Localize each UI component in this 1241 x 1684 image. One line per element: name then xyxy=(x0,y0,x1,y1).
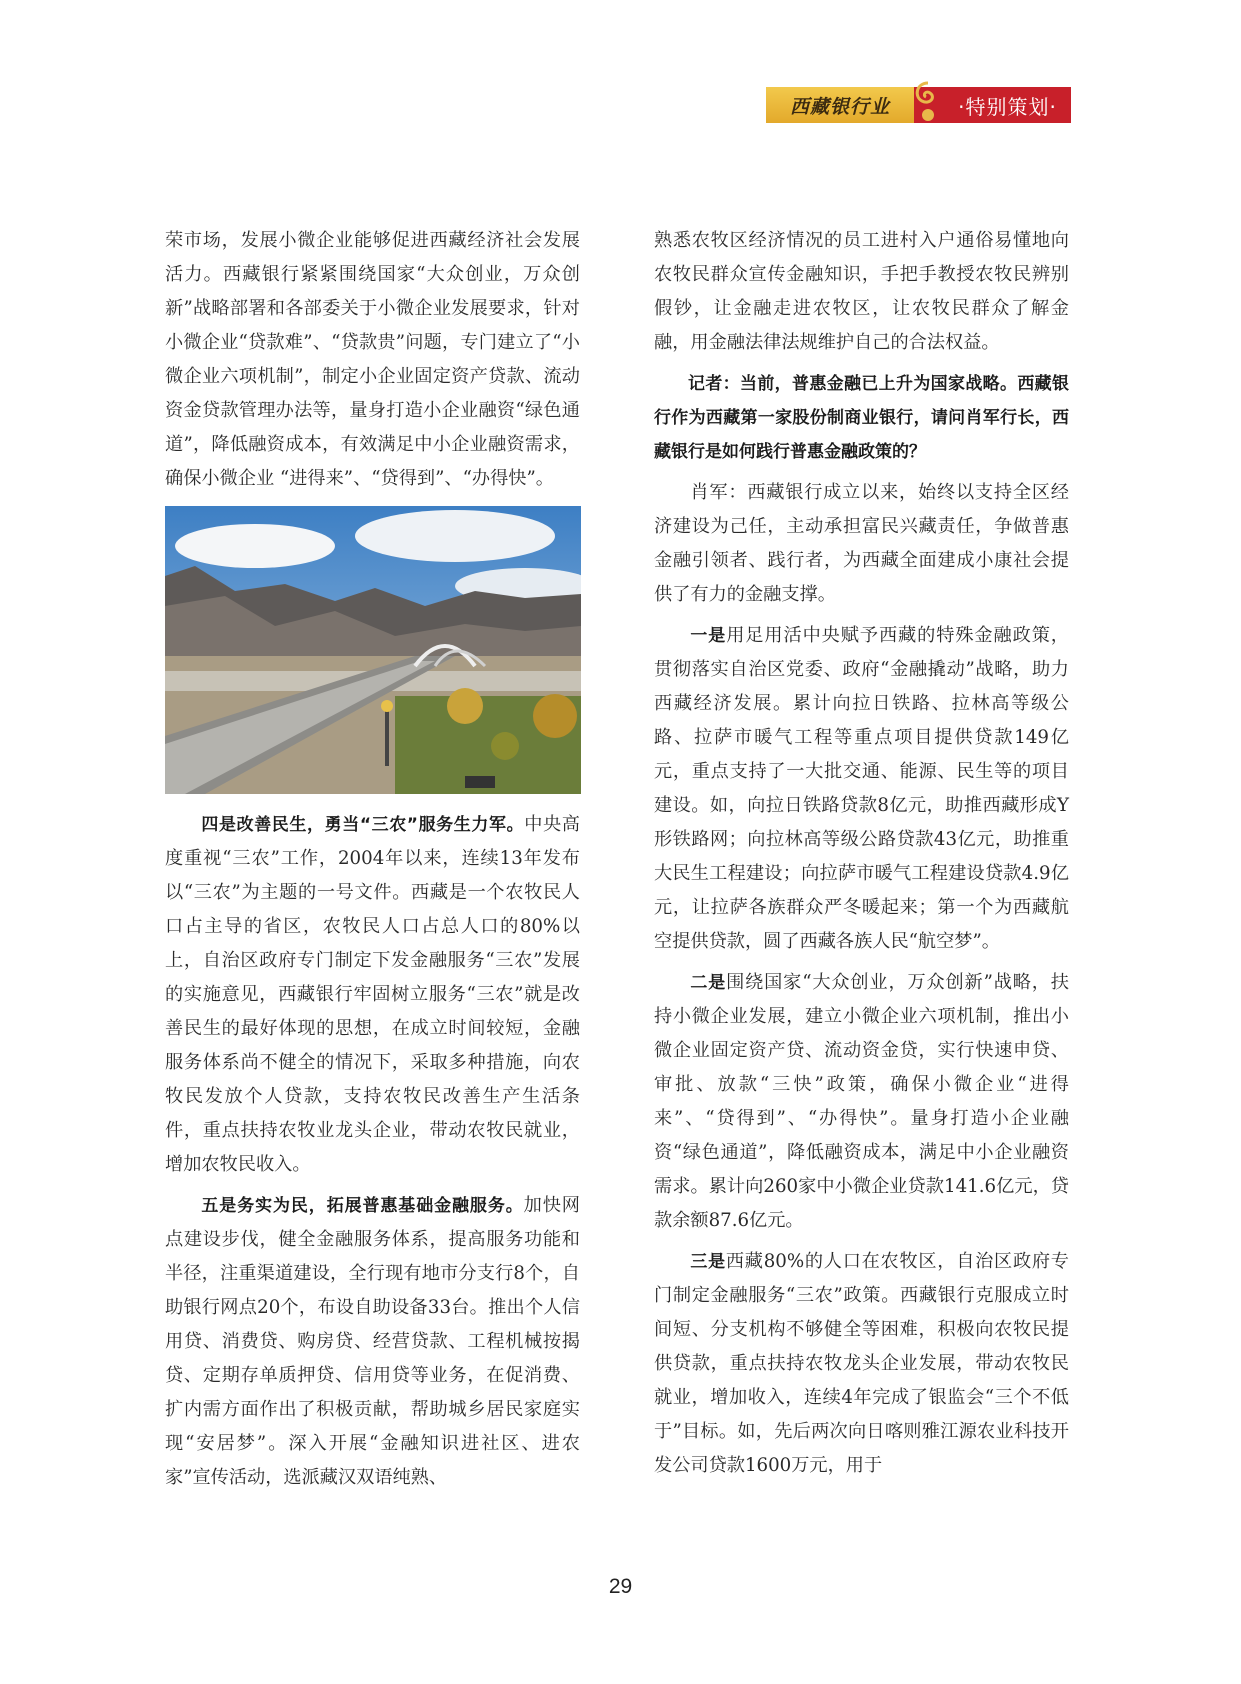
section-label: ·特别策划· xyxy=(944,87,1071,123)
paragraph xyxy=(165,808,580,1182)
right-column xyxy=(654,224,1069,1490)
paragraph: 熟悉农牧区经济情况的员工进村入户通俗易懂地向农牧民群众宣传金融知识，手把手教授农牧民辨别假钞，让金融走进农牧区，让农牧民群众了解金融，用金融法律法规维护自己的合法权益。 xyxy=(654,230,1069,353)
paragraph xyxy=(654,619,1069,959)
paragraph-body: 加快网点建设步伐，健全金融服务体系，提高服务功能和半径，注重渠道建设，全行现有地市分支行8个，自助银行网点20个，布设自助设备33台。推出个人信用贷、消费贷、购房贷、经营贷款、工程机械按揭贷、定期存单质押贷、信用贷等业务，在促消费、扩内需方面作出了积极贡献，帮助城乡居民家庭实现“安居梦”。深入开展“金融知识进社区、进农家”宣传活动，选派藏汉双语纯熟、 xyxy=(165,1195,580,1488)
left-column xyxy=(165,224,580,1502)
paragraph-body: 中央高度重视“三农”工作，2004年以来，连续13年发布以“三农”为主题的一号文件。西藏是一个农牧民人口占主导的省区，农牧民人口占总人口的80%以上，自治区政府专门制定下发金融服务“三农”发展的实施意见，西藏银行牢固树立服务“三农”就是改善民生的最好体现的思想，在成立时间较短，金融服务体系尚不健全的情况下，采取多种措施，向农牧民发放个人贷款，支持农牧民改善生产生活条件，重点扶持农牧业龙头企业，带动农牧民就业，增加农牧民收入。 xyxy=(165,814,580,1175)
paragraph-lead: 五是务实为民，拓展普惠基础金融服务。 xyxy=(201,1196,524,1216)
paragraph xyxy=(654,1245,1069,1483)
paragraph xyxy=(654,966,1069,1238)
lhasa-bridge-photo xyxy=(165,506,581,794)
magazine-logo: 西藏银行业 xyxy=(766,87,914,123)
page-number: 29 xyxy=(608,1575,633,1598)
interview-question: 记者：当前，普惠金融已上升为国家战略。西藏银行作为西藏第一家股份制商业银行，请问肖军行长，西藏银行是如何践行普惠金融政策的？ xyxy=(654,374,1069,462)
swirl-ornament-icon xyxy=(914,87,944,123)
paragraph: 荣市场，发展小微企业能够促进西藏经济社会发展活力。西藏银行紧紧围绕国家“大众创业，万众创新”战略部署和各部委关于小微企业发展要求，针对小微企业“贷款难”、“贷款贵”问题，专门建立了“小微企业六项机制”，制定小企业固定资产贷款、流动资金贷款管理办法等，量身打造小企业融资“绿色通道”，降低融资成本，有效满足中小企业融资需求，确保小微企业 “进得来”、“贷得到”、“办得快”。 xyxy=(165,230,580,489)
paragraph-lead: 四是改善民生，勇当“三农”服务生力军。 xyxy=(201,815,525,835)
interview-answer: 肖军：西藏银行成立以来，始终以支持全区经济建设为己任，主动承担富民兴藏责任，争做普惠金融引领者、践行者，为西藏全面建成小康社会提供了有力的金融支撑。 xyxy=(654,482,1069,605)
paragraph-lead: 一是 xyxy=(690,626,727,646)
paragraph-lead: 二是 xyxy=(690,973,727,993)
paragraph xyxy=(165,1189,580,1495)
section-banner xyxy=(766,87,1071,123)
paragraph-body: 围绕国家“大众创业，万众创新”战略，扶持小微企业发展，建立小微企业六项机制，推出小微企业固定资产贷、流动资金贷，实行快速申贷、审批、放款“三快”政策，确保小微企业“进得来”、“贷得到”、“办得快”。量身打造小企业融资“绿色通道”，降低融资成本，满足中小企业融资需求。累计向260家中小微企业贷款141.6亿元，贷款余额87.6亿元。 xyxy=(654,972,1069,1231)
paragraph-body: 西藏80%的人口在农牧区，自治区政府专门制定金融服务“三农”政策。西藏银行克服成立时间短、分支机构不够健全等困难，积极向农牧民提供贷款，重点扶持农牧龙头企业发展，带动农牧民就业，增加收入，连续4年完成了银监会“三个不低于”目标。如，先后两次向日喀则雅江源农业科技开发公司贷款1600万元，用于 xyxy=(654,1251,1069,1476)
paragraph-body: 用足用活中央赋予西藏的特殊金融政策，贯彻落实自治区党委、政府“金融撬动”战略，助力西藏经济发展。累计向拉日铁路、拉林高等级公路、拉萨市暖气工程等重点项目提供贷款149亿元，重点支持了一大批交通、能源、民生等的项目建设。如，向拉日铁路贷款8亿元，助推西藏形成Y形铁路网；向拉林高等级公路贷款43亿元，助推重大民生工程建设；向拉萨市暖气工程建设贷款4.9亿元，让拉萨各族群众严冬暖起来；第一个为西藏航空提供贷款，圆了西藏各族人民“航空梦”。 xyxy=(654,625,1069,952)
paragraph-lead: 三是 xyxy=(690,1252,726,1272)
